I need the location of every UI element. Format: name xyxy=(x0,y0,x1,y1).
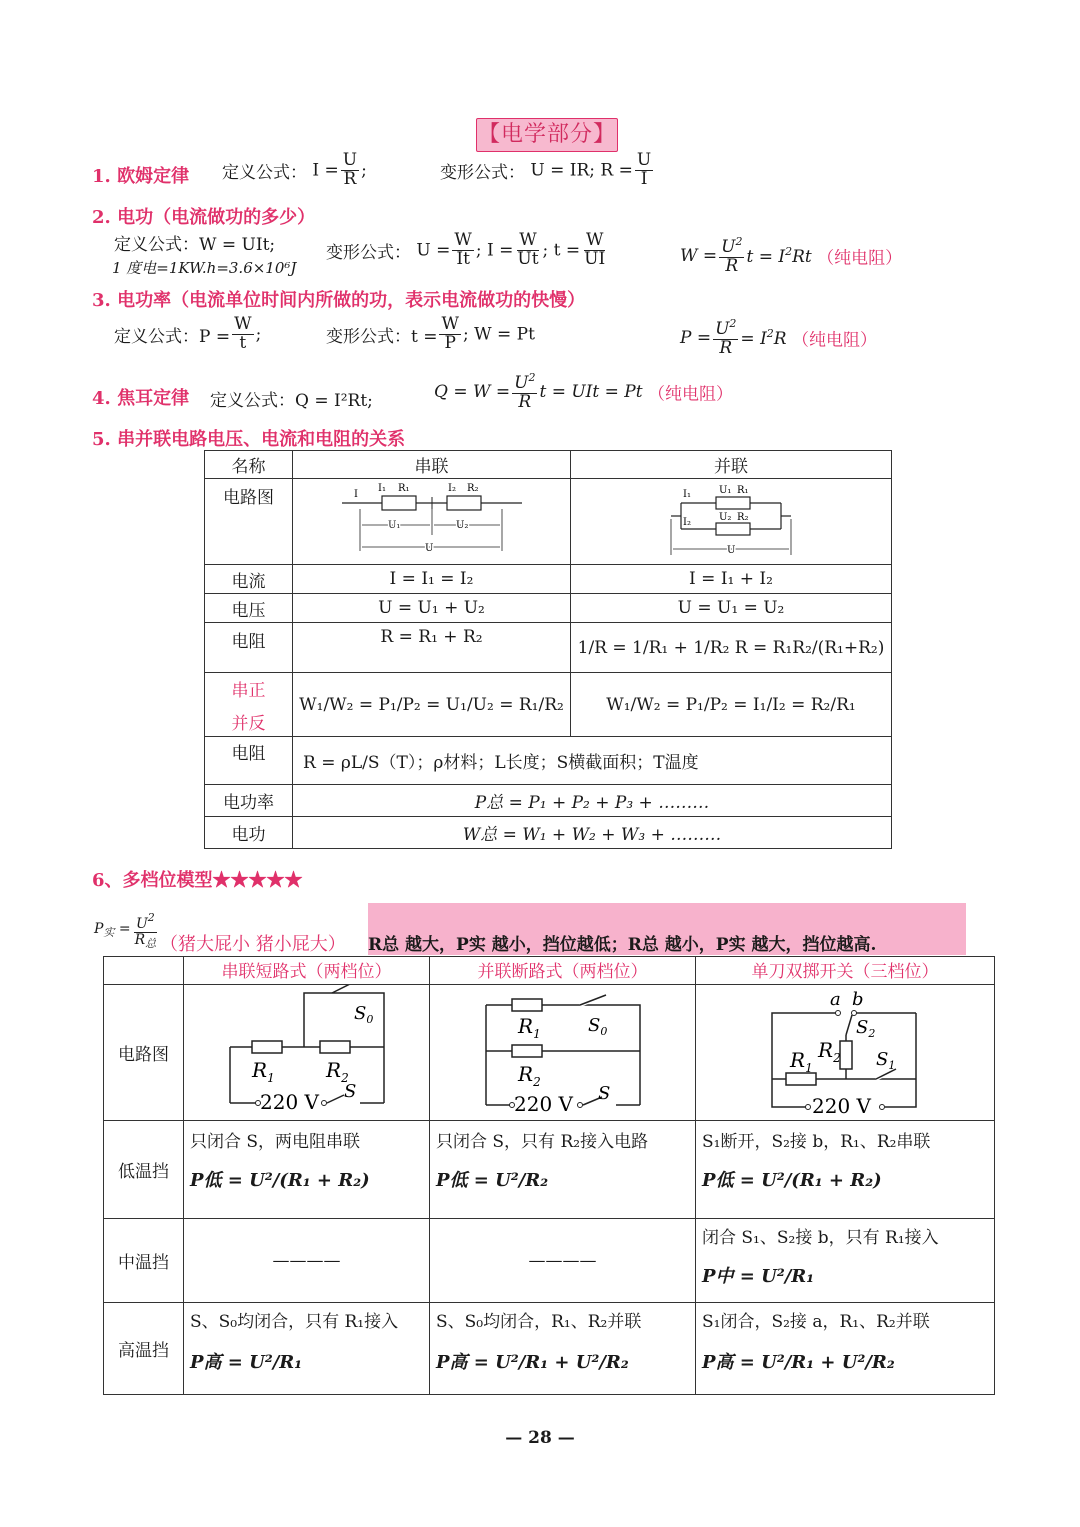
header-spdt: 单刀双掷开关（三档位） xyxy=(696,957,995,985)
series-current: I = I₁ = I₂ xyxy=(293,565,571,594)
svg-text:U: U xyxy=(727,545,736,556)
s3-var: 变形公式：t = $\frac{W}{P}$ ; W = Pt xyxy=(326,314,535,353)
svg-text:R₂: R₂ xyxy=(466,483,479,494)
s3-heading xyxy=(92,286,585,312)
s4-def: 定义公式：Q = I²Rt; xyxy=(210,391,373,411)
high-c3-text: S₁闭合，S₂接 a，R₁、R₂并联 xyxy=(702,1312,930,1332)
header-parallel-open: 并联断路式（两档位） xyxy=(430,957,696,985)
parallel-circuit-diagram xyxy=(571,479,892,565)
total-power-formula: P总 = P₁ + P₂ + P₃ + ……… xyxy=(293,785,892,817)
mid-parallel-open: ———— xyxy=(430,1219,696,1303)
svg-text:R2: $R_2$ xyxy=(818,1038,841,1065)
header-series: 串联 xyxy=(293,451,571,479)
high-c1-text: S、S₀均闭合，只有 R₁接入 xyxy=(190,1312,399,1332)
s2-heading xyxy=(92,203,315,229)
svg-text:S: S xyxy=(598,1083,611,1104)
s3-name: 电功率（电流单位时间内所做的功，表示电流做功的快慢） xyxy=(117,290,586,311)
ratio-label-series: 串正 xyxy=(231,680,266,701)
parallel-ratio: W₁/W₂ = P₁/P₂ = I₁/I₂ = R₂/R₁ xyxy=(571,673,892,737)
header-series-short: 串联短路式（两档位） xyxy=(184,957,430,985)
row-work-label: 电功 xyxy=(205,817,293,849)
high-c1-formula: P高 = U²/R₁ xyxy=(190,1352,303,1373)
row-resist2-label: 电阻 xyxy=(205,737,293,785)
s6-rule: R总 越大，P实 越小，挡位越低；R总 越小，P实 越大，挡位越高. xyxy=(368,935,877,955)
svg-text:S: S xyxy=(344,1081,357,1102)
s5-name: 串并联电路电压、电流和电阻的关系 xyxy=(117,429,406,450)
s2-var: 变形公式： U = $\frac{W}{It}$ ; I = $\frac{W}{Ut}$ ; t = $\frac{W}{UI}$ xyxy=(326,230,606,269)
s4-pure-note: （纯电阻） xyxy=(647,384,733,405)
s3-pure-note: （纯电阻） xyxy=(792,330,878,351)
s3-pure: P = $\frac{U^2}{R}$ = $I^2R$ （纯电阻） xyxy=(680,317,878,358)
low-c1-formula: P低 = U²/(R₁ + R₂) xyxy=(190,1170,370,1191)
s1-heading xyxy=(92,162,189,188)
row-current-label: 电流 xyxy=(205,565,293,594)
svg-text:I₂: I₂ xyxy=(683,517,691,528)
svg-text:S2: $S_2$ xyxy=(856,1017,876,1040)
header-empty xyxy=(104,957,184,985)
low-c2-formula: P低 = U²/R₂ xyxy=(436,1170,549,1191)
mid-series-short: ———— xyxy=(184,1219,430,1303)
s6-heading: 6、多档位模型★★★★★ xyxy=(92,870,303,891)
s4-heading xyxy=(92,384,189,410)
svg-text:R₁: R₁ xyxy=(397,483,410,494)
svg-text:U: U xyxy=(424,543,433,554)
s2-name: 电功（电流做功的多少） xyxy=(117,207,316,228)
s1-name: 欧姆定律 xyxy=(117,166,190,187)
svg-text:S0: $S_0$ xyxy=(354,1003,374,1026)
page-number: — 28 — xyxy=(505,1428,575,1448)
s4-name: 焦耳定律 xyxy=(117,388,190,409)
series-resistance: R = R₁ + R₂ xyxy=(293,623,571,673)
spdt-diagram xyxy=(696,985,995,1121)
svg-text:R2: $R_2$ xyxy=(518,1062,541,1089)
svg-text:R1: $R_1$ xyxy=(252,1058,275,1085)
header-parallel: 并联 xyxy=(571,451,892,479)
s4-pure: Q = W = $\frac{U^2}{R}$ t = UIt = Pt （纯电阻） xyxy=(434,371,733,412)
series-short-diagram xyxy=(184,985,430,1121)
s2-pure: W = $\frac{U^2}{R}$ $t = I^2Rt$ （纯电阻） xyxy=(680,235,903,276)
row-ratio-label xyxy=(205,673,293,737)
low-spdt xyxy=(696,1121,995,1219)
mid-spdt xyxy=(696,1219,995,1303)
svg-text:R1: $R_1$ xyxy=(790,1048,813,1075)
svg-text:I₁: I₁ xyxy=(683,489,691,500)
total-work-formula: W总 = W₁ + W₂ + W₃ + ……… xyxy=(293,817,892,849)
s6-mnemonic: （猪大屁小 猪小屁大） xyxy=(160,934,346,955)
series-circuit-diagram xyxy=(293,479,571,565)
s1-var: 变形公式： U = IR; R = $\frac{U}{I}$ xyxy=(440,150,652,189)
svg-text:220 V: 220 V xyxy=(812,1094,871,1115)
low-c3-formula: P低 = U²/(R₁ + R₂) xyxy=(702,1170,882,1191)
low-c3-text: S₁断开，S₂接 b，R₁、R₂串联 xyxy=(702,1132,931,1152)
row-voltage-label: 电压 xyxy=(205,594,293,623)
row-diagram-label: 电路图 xyxy=(104,985,184,1121)
svg-text:U₁: U₁ xyxy=(719,485,732,496)
high-series-short xyxy=(184,1303,430,1395)
high-c2-text: S、S₀均闭合，R₁、R₂并联 xyxy=(436,1312,642,1332)
svg-text:b: b xyxy=(852,989,864,1010)
s2-var-label: 变形公式： xyxy=(326,242,411,263)
svg-text:I₁: I₁ xyxy=(377,483,386,494)
resistivity-formula: R = ρL/S（T）；ρ材料；L长度；S横截面积；T温度 xyxy=(293,737,892,785)
s3-num: 3. xyxy=(92,290,111,311)
parallel-open-diagram xyxy=(430,985,696,1121)
s1-var-label: 变形公式： xyxy=(440,162,525,183)
high-c2-formula: P高 = U²/R₁ + U²/R₂ xyxy=(436,1352,629,1373)
s2-unit: 1 度电=1KW.h=3.6×10⁶J xyxy=(112,259,297,277)
ratio-label-parallel: 并反 xyxy=(231,713,266,734)
svg-text:S1: $S_1$ xyxy=(876,1049,896,1072)
svg-text:220 V: 220 V xyxy=(260,1090,319,1114)
svg-text:S0: $S_0$ xyxy=(588,1015,608,1038)
svg-text:R2: $R_2$ xyxy=(326,1058,349,1085)
low-parallel-open xyxy=(430,1121,696,1219)
high-spdt xyxy=(696,1303,995,1395)
low-c1-text: 只闭合 S，两电阻串联 xyxy=(190,1132,361,1152)
svg-text:U₂: U₂ xyxy=(719,512,732,523)
series-parallel-table xyxy=(204,450,892,849)
row-high-label: 高温挡 xyxy=(104,1303,184,1395)
svg-text:a: a xyxy=(830,989,841,1010)
series-ratio: W₁/W₂ = P₁/P₂ = U₁/U₂ = R₁/R₂ xyxy=(293,673,571,737)
mid-c3-formula: P中 = U²/R₁ xyxy=(702,1266,815,1287)
low-c2-text: 只闭合 S，只有 R₂接入电路 xyxy=(436,1132,649,1152)
header-name: 名称 xyxy=(205,451,293,479)
s1-def-label: 定义公式： xyxy=(222,162,307,183)
high-parallel-open xyxy=(430,1303,696,1395)
series-voltage: U = U₁ + U₂ xyxy=(293,594,571,623)
row-power-label: 电功率 xyxy=(205,785,293,817)
svg-text:I₂: I₂ xyxy=(447,483,456,494)
s2-pure-note: （纯电阻） xyxy=(817,248,903,269)
svg-text:220 V: 220 V xyxy=(514,1092,573,1115)
low-series-short xyxy=(184,1121,430,1219)
s4-num: 4. xyxy=(92,388,111,409)
row-diagram-label: 电路图 xyxy=(205,479,293,565)
parallel-current: I = I₁ + I₂ xyxy=(571,565,892,594)
high-c3-formula: P高 = U²/R₁ + U²/R₂ xyxy=(702,1352,895,1373)
svg-text:R1: $R_1$ xyxy=(518,1014,541,1041)
svg-text:U₂: U₂ xyxy=(455,520,468,531)
row-low-label: 低温挡 xyxy=(104,1121,184,1219)
s5-num: 5. xyxy=(92,429,111,450)
svg-text:R₂: R₂ xyxy=(737,512,749,523)
parallel-resistance: 1/R = 1/R₁ + 1/R₂ R = R₁R₂/(R₁+R₂) xyxy=(571,623,892,673)
svg-text:I: I xyxy=(353,489,358,500)
section-title: 【电学部分】 xyxy=(476,118,618,152)
s3-def: 定义公式：P = $\frac{W}{t}$ ; xyxy=(114,314,262,353)
s2-num: 2. xyxy=(92,207,111,228)
s2-def: 定义公式：W = UIt; xyxy=(114,235,276,255)
row-mid-label: 中温挡 xyxy=(104,1219,184,1303)
svg-text:R₁: R₁ xyxy=(737,485,749,496)
mid-c3-text: 闭合 S₁、S₂接 b，只有 R₁接入 xyxy=(702,1228,939,1248)
s1-num: 1. xyxy=(92,166,111,187)
s5-heading xyxy=(92,425,405,451)
s1-def: 定义公式： I = $\frac{U}{R}$ ; xyxy=(222,150,367,189)
parallel-voltage: U = U₁ = U₂ xyxy=(571,594,892,623)
row-resistance-label: 电阻 xyxy=(205,623,293,673)
s6-formula: $P_实$ = $\frac{U^2}{R_总}$ xyxy=(94,911,157,950)
svg-text:U₁: U₁ xyxy=(387,520,400,531)
multi-gear-table xyxy=(103,956,995,1395)
